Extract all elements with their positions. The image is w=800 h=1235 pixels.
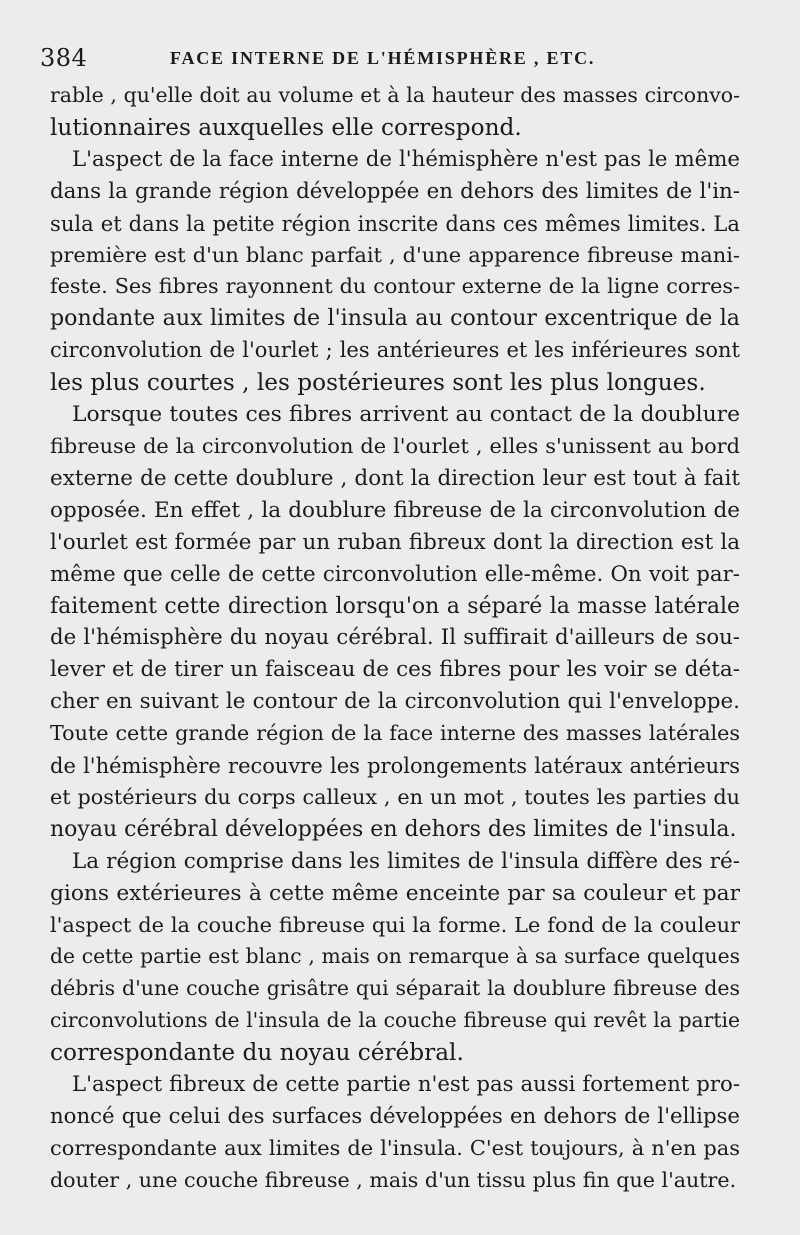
text-line: de l'hémisphère recouvre les prolongements latéraux antérieurs [50,753,740,779]
text-line: l'ourlet est formée par un ruban fibreux dont la direction est la [50,529,740,555]
text-line: Lorsque toutes ces fibres arrivent au contact de la doublure [72,402,740,428]
text-line: même que celle de cette circonvolution elle-même. On voit par- [50,561,740,587]
text-line: pondante aux limites de l'insula au contour excentrique de la [50,305,740,332]
text-line: débris d'une couche grisâtre qui séparait la doublure fibreuse des [50,976,740,1001]
text-line: de l'hémisphère du noyau cérébral. Il suffirait d'ailleurs de sou- [50,625,740,651]
text-line: première est d'un blanc parfait , d'une apparence fibreuse mani- [50,242,740,267]
paragraph [50,1069,740,1197]
text-line: noncé que celui des surfaces développées en dehors de l'ellipse [50,1104,740,1129]
text-line: rable , qu'elle doit au volume et à la hauteur des masses circonvo- [50,83,740,107]
text-line: circonvolution de l'ourlet ; les antérieures et les inférieures sont [50,338,740,363]
text-line: dans la grande région développée en dehors des limites de l'in- [50,178,740,204]
body-text [50,80,740,1197]
text-line: et postérieurs du corps calleux , en un mot , toutes les parties du [50,784,740,809]
text-line: correspondante du noyau cérébral. [50,1039,464,1067]
running-head [38,44,760,74]
paragraph [50,80,740,144]
paragraph [50,144,740,399]
text-line: gions extérieures à cette même enceinte par sa couleur et par [50,880,740,906]
page-number: 384 [40,44,88,72]
text-line: L'aspect fibreux de cette partie n'est pas aussi fortement pro- [72,1072,740,1098]
text-line: La région comprise dans les limites de l'insula diffère des ré- [72,848,740,874]
text-line: noyau cérébral développées en dehors des limites de l'insula. [50,816,737,842]
text-line: feste. Ses fibres rayonnent du contour externe de la ligne corres- [50,274,740,299]
paragraph [50,399,740,846]
text-line: douter , une couche fibreuse , mais d'un tissu plus fin que l'autre. [50,1167,737,1192]
text-line: lever et de tirer un faisceau de ces fibres pour les voir se déta- [50,657,740,683]
text-line: externe de cette doublure , dont la direction leur est tout à fait [50,465,740,491]
text-line: circonvolutions de l'insula de la couche fibreuse qui revêt la partie [50,1008,740,1033]
running-title: FACE INTERNE DE L'HÉMISPHÈRE , ETC. [170,48,596,68]
paragraph [50,846,740,1069]
text-line: L'aspect de la face interne de l'hémisphère n'est pas le même [72,146,740,172]
text-line: de cette partie est blanc , mais on remarque à sa surface quelques [50,944,740,969]
text-line: Toute cette grande région de la face interne des masses latérales [50,721,740,746]
text-line: les plus courtes , les postérieures sont les plus longues. [50,369,706,397]
text-line: lutionnaires auxquelles elle correspond. [50,113,522,141]
text-line: cher en suivant le contour de la circonvolution qui l'enveloppe. [50,689,740,715]
text-line: opposée. En effet , la doublure fibreuse de la circonvolution de [50,497,740,523]
text-line: sula et dans la petite région inscrite dans ces mêmes limites. La [50,210,740,236]
text-line: l'aspect de la couche fibreuse qui la forme. Le fond de la couleur [50,912,740,937]
text-line: fibreuse de la circonvolution de l'ourlet , elles s'unissent au bord [50,433,740,458]
text-line: correspondante aux limites de l'insula. C'est toujours, à n'en pas [50,1135,740,1160]
text-line: faitement cette direction lorsqu'on a séparé la masse latérale [50,593,740,619]
